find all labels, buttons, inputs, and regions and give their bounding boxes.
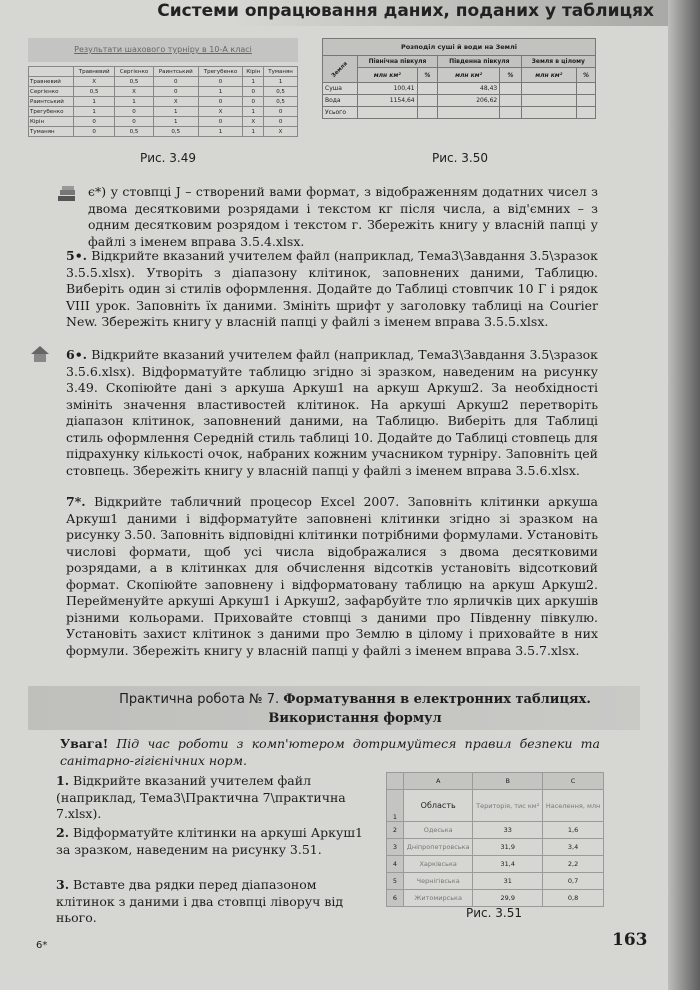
table-cell: 0 <box>198 77 243 87</box>
table-cell <box>417 107 437 119</box>
table-cell: Туманян <box>29 127 74 137</box>
task-e <box>88 184 598 250</box>
practical-prefix: Практична робота № 7. <box>119 692 280 707</box>
table-cell <box>500 83 521 95</box>
table-cell: % <box>500 68 521 83</box>
step-2 <box>56 825 372 858</box>
table-cell <box>576 83 595 95</box>
fig350-corner <box>323 56 358 83</box>
table-row <box>29 97 298 107</box>
table-cell: Одеська <box>404 822 473 839</box>
table-cell: % <box>417 68 437 83</box>
table-cell: C <box>543 773 604 790</box>
table-cell: % <box>576 68 595 83</box>
table-cell: X <box>198 107 243 117</box>
table-cell: 1,6 <box>543 822 604 839</box>
table-row <box>29 127 298 137</box>
table-cell <box>417 95 437 107</box>
fig350-corner-label: Земля <box>330 60 350 79</box>
table-cell: 1154,64 <box>358 95 418 107</box>
table-row <box>29 107 298 117</box>
table-cell: Північна півкуля <box>358 56 438 68</box>
table-cell: 31,9 <box>473 839 543 856</box>
table-cell: Трегубенко <box>198 67 243 77</box>
page-edge-shadow <box>668 0 700 990</box>
table-cell: 1 <box>243 127 264 137</box>
table-cell <box>521 95 576 107</box>
table-cell: Раинтський <box>153 67 198 77</box>
table-row <box>387 856 604 873</box>
table-cell <box>500 95 521 107</box>
table-cell <box>417 83 437 95</box>
table-row <box>323 56 596 68</box>
table-cell: млн км² <box>521 68 576 83</box>
table-cell: Туманян <box>264 67 298 77</box>
table-cell: Чернігівська <box>404 873 473 890</box>
task-6 <box>66 347 598 479</box>
task-5 <box>66 248 598 331</box>
table-cell: 2 <box>387 822 404 839</box>
table-row <box>323 68 596 83</box>
table-row <box>323 95 596 107</box>
table-cell: Область <box>404 790 473 822</box>
table-cell: 0 <box>198 97 243 107</box>
table-cell: 100,41 <box>358 83 418 95</box>
step-3-text: Вставте два рядки перед діапазоном клітинок з даними і два стовпці ліворуч від нього. <box>56 877 344 925</box>
table-cell: 3,4 <box>543 839 604 856</box>
table-cell: 0 <box>198 117 243 127</box>
books-icon <box>56 186 78 204</box>
table-cell: 0 <box>115 107 153 117</box>
table-row <box>323 107 596 119</box>
table-cell: 1 <box>198 87 243 97</box>
step-1-number: 1. <box>56 773 70 788</box>
page-number: 163 <box>612 930 648 950</box>
table-cell <box>29 67 74 77</box>
table-cell: 0,8 <box>543 890 604 907</box>
table-cell: 0 <box>243 97 264 107</box>
task-6-number: 6•. <box>66 347 88 362</box>
fig350-title: Розподіл суші й води на Землі <box>323 39 596 56</box>
table-cell: 0,5 <box>73 87 114 97</box>
table-cell <box>500 107 521 119</box>
chapter-header <box>157 0 668 26</box>
task-7 <box>66 494 598 659</box>
fig349-caption: Рис. 3.49 <box>140 151 196 165</box>
table-cell: 1 <box>115 97 153 107</box>
fig351-table <box>386 772 604 907</box>
table-cell: млн км² <box>438 68 500 83</box>
table-cell: 4 <box>387 856 404 873</box>
table-cell: 0 <box>264 117 298 127</box>
table-cell: X <box>264 127 298 137</box>
table-cell: X <box>73 77 114 87</box>
fig349-title: Результати шахового турніру в 10-А класі <box>28 38 298 62</box>
table-cell: B <box>473 773 543 790</box>
warning-text: Під час роботи з комп'ютером дотримуйтеся правил безпеки та санітарно-гігієнічних норм. <box>60 736 600 768</box>
task-7-text: Відкрийте табличний процесор Excel 2007. Заповніть клітинки аркуша Аркуш1 даними і відформатуйте заповнені клітинки згідно зі зразком на рисунку 3.50. Заповніть відповідні клітинки потрібними формулами. Установіть числові формати, щоб усі числа відображалися з двома десятковими розрядами, а в клітинках для обчислення відсотків установіть відсотковий формат. Скопіюйте заповнену і відформатовану таблицю на аркуш Аркуш2. Перейменуйте аркуші Аркуш1 і Аркуш2, зафарбуйте тло ярличків цих аркушів різними кольорами. Приховайте стовпці з даними про Південну півкулю. Установіть захист клітинок з даними про Землю в цілому і приховайте в них формули. Збережіть книгу у власній папці у файлі з іменем вправа 3.5.7.xlsx. <box>66 494 599 658</box>
table-row <box>29 87 298 97</box>
table-cell: A <box>404 773 473 790</box>
table-cell: 0,5 <box>115 77 153 87</box>
fig349-table <box>28 66 298 137</box>
table-row <box>387 773 604 790</box>
table-cell: Територія, тис км² <box>473 790 543 822</box>
table-cell: 1 <box>198 127 243 137</box>
table-cell: 0,5 <box>264 97 298 107</box>
table-cell <box>387 773 404 790</box>
table-cell: 0 <box>243 87 264 97</box>
table-cell: 1 <box>153 117 198 127</box>
table-cell <box>358 107 418 119</box>
table-cell: 0,5 <box>153 127 198 137</box>
table-cell: Трегубенко <box>29 107 74 117</box>
table-row <box>387 873 604 890</box>
table-cell: Сергієнко <box>115 67 153 77</box>
table-cell <box>576 95 595 107</box>
table-cell: 31,4 <box>473 856 543 873</box>
table-cell <box>521 83 576 95</box>
table-cell <box>521 107 576 119</box>
table-row <box>29 117 298 127</box>
table-cell: Харківська <box>404 856 473 873</box>
table-cell: Земля в цілому <box>521 56 595 68</box>
table-row <box>29 67 298 77</box>
step-2-text: Відформатуйте клітинки на аркуші Аркуш1 за зразком, наведеним на рисунку 3.51. <box>56 825 363 857</box>
table-cell: Сергієнко <box>29 87 74 97</box>
task-e-text: є*) у стовпці J – створений вами формат, з відображенням додатних чисел з двома десятковими розрядами і текстом кг після числа, а від'ємних – з одним десятковим розрядом і текстом г. <box>88 184 598 232</box>
table-row <box>323 39 596 56</box>
table-cell: 0 <box>264 107 298 117</box>
table-cell: X <box>115 87 153 97</box>
footer-mark: 6* <box>36 940 48 951</box>
fig350-caption: Рис. 3.50 <box>432 151 488 165</box>
table-cell: 1 <box>73 107 114 117</box>
table-cell: 33 <box>473 822 543 839</box>
step-3-number: 3. <box>56 877 70 892</box>
table-cell: Житомирська <box>404 890 473 907</box>
warning <box>60 736 600 769</box>
table-row <box>387 890 604 907</box>
table-cell: 206,62 <box>438 95 500 107</box>
table-cell: Південна півкуля <box>438 56 522 68</box>
table-cell: Населення, млн <box>543 790 604 822</box>
step-1 <box>56 773 372 823</box>
practical-title-line1: Форматування в електронних таблицях. <box>283 692 591 707</box>
fig351-caption: Рис. 3.51 <box>466 906 522 920</box>
table-cell: 1 <box>153 107 198 117</box>
task-5-number: 5•. <box>66 248 88 263</box>
table-cell: Дніпропетровська <box>404 839 473 856</box>
table-cell: Раинтський <box>29 97 74 107</box>
table-cell: 0 <box>115 117 153 127</box>
house-icon <box>30 345 50 363</box>
table-cell: 1 <box>264 77 298 87</box>
table-cell: Травневий <box>73 67 114 77</box>
task-7-number: 7*. <box>66 494 86 509</box>
practical-title-line2: Використання формул <box>268 711 442 726</box>
table-cell: 2,2 <box>543 856 604 873</box>
practical-title <box>70 690 640 728</box>
table-cell: 1 <box>243 107 264 117</box>
table-cell: 1 <box>243 77 264 87</box>
table-cell: Травневий <box>29 77 74 87</box>
table-cell: 0 <box>153 87 198 97</box>
step-3 <box>56 877 372 927</box>
chapter-title: Системи опрацювання даних, поданих у таблицях <box>157 1 654 21</box>
table-row <box>387 839 604 856</box>
table-cell: 31 <box>473 873 543 890</box>
table-cell: 3 <box>387 839 404 856</box>
table-cell: млн км² <box>358 68 418 83</box>
task-5-text: Відкрийте вказаний учителем файл (наприклад, Тема3\Завдання 3.5\зразок 3.5.5.xlsx). Утворіть з діапазону клітинок, заповнених даними, Таблицю. Виберіть один зі стилів оформлення. Додайте до Таблиці стовпчик 10 Г і рядок VIII урок. Заповніть їх даними. Змініть шрифт у заголовку таблиці на Courier New. Збережіть книгу у власній папці у файлі з іменем вправа 3.5.5.xlsx. <box>66 248 598 329</box>
task-6-text: Відкрийте вказаний учителем файл (наприклад, Тема3\Завдання 3.5\зразок 3.5.6.xlsx). Відформатуйте таблицю згідно зі зразком, наведеним на рисунку 3.49. Скопіюйте дані з аркуша Аркуш1 на аркуш Аркуш2. За необхідності змініть значення властивостей клітинок. На аркуші Аркуш2 перетворіть діапазон клітинок, заповнений даними, на Таблицю. Виберіть для Таблиці стиль оформлення Середній стиль таблиці 10. Додайте до Таблиці стовпець для підрахунку кількості очок, набраних кожним учасником турніру. Заповніть цей стовпець. Збережіть книгу у власній папці у файлі з іменем вправа 3.5.6.xlsx. <box>66 347 598 478</box>
table-cell: 48,43 <box>438 83 500 95</box>
table-cell <box>438 107 500 119</box>
task-e-save: Збережіть книгу у власній папці у файлі з іменем вправа 3.5.4.xlsx. <box>88 217 598 249</box>
table-cell: 0 <box>73 127 114 137</box>
table-cell: Суша <box>323 83 358 95</box>
table-cell: 5 <box>387 873 404 890</box>
table-cell: Кірін <box>243 67 264 77</box>
table-cell: 0,5 <box>264 87 298 97</box>
table-cell: 0 <box>73 117 114 127</box>
fig350-table <box>322 38 596 119</box>
table-cell: 1 <box>73 97 114 107</box>
table-cell: 0,7 <box>543 873 604 890</box>
warning-label: Увага! <box>60 736 109 751</box>
step-2-number: 2. <box>56 825 70 840</box>
table-row <box>29 77 298 87</box>
table-cell: Усього <box>323 107 358 119</box>
table-row <box>323 83 596 95</box>
step-1-text: Відкрийте вказаний учителем файл (наприклад, Тема3\Практична 7\практична 7.xlsx). <box>56 773 346 821</box>
table-cell: Кірін <box>29 117 74 127</box>
table-cell: 0,5 <box>115 127 153 137</box>
table-cell: 0 <box>153 77 198 87</box>
table-cell: X <box>153 97 198 107</box>
table-cell: 6 <box>387 890 404 907</box>
table-cell: Вода <box>323 95 358 107</box>
table-cell: X <box>243 117 264 127</box>
table-cell: 29,9 <box>473 890 543 907</box>
table-cell: 1 <box>387 790 404 822</box>
table-row <box>387 790 604 822</box>
table-row <box>387 822 604 839</box>
table-cell <box>576 107 595 119</box>
